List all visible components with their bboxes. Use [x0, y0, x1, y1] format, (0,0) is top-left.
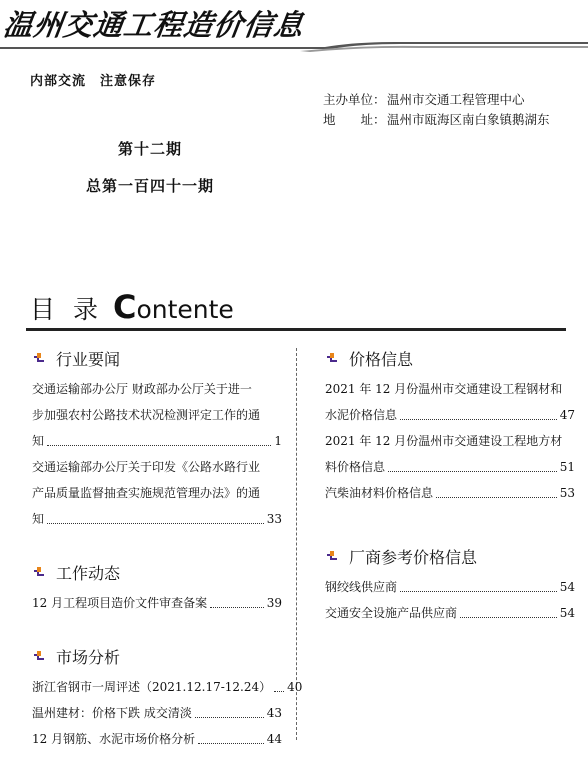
toc-section: [32, 560, 282, 616]
toc-entry-line: 2021 年 12 月份温州市交通建设工程地方材: [325, 434, 563, 448]
toc-entry-text: 12 月工程项目造价文件审查备案: [32, 596, 208, 610]
dot-leader: [388, 471, 557, 472]
section-title: [325, 346, 575, 370]
toc-section: [32, 644, 303, 752]
toc-right-column: [325, 346, 575, 626]
internal-notice: 内部交流 注意保存: [30, 74, 157, 89]
toc-entry-text: 知: [32, 512, 45, 526]
page-number: 40: [287, 680, 303, 694]
toc-entry[interactable]: [325, 600, 575, 626]
toc-title-en-cap: C: [112, 288, 137, 326]
section-title: [32, 644, 282, 668]
address-label: 地 址：: [323, 112, 386, 127]
toc-entry-line: 交通运输部办公厅 财政部办公厅关于进一: [32, 382, 252, 396]
dot-leader: [47, 523, 264, 524]
toc-entry[interactable]: [325, 574, 575, 600]
dot-leader: [400, 419, 557, 420]
section-bullet-icon: [32, 649, 46, 663]
section-bullet-icon: [325, 549, 339, 563]
toc-entry[interactable]: [32, 674, 303, 700]
masthead-title: 温州交通工程造价信息: [1, 8, 307, 42]
toc-entry-line: 产品质量监督抽查实施规范管理办法》的通: [32, 486, 261, 500]
toc-entry-text: 交通安全设施产品供应商: [325, 606, 458, 620]
section-title-text: 市场分析: [56, 647, 121, 667]
page-number: 51: [559, 460, 575, 474]
masthead-swoosh: [0, 42, 588, 52]
section-title-text: 行业要闻: [56, 349, 121, 369]
toc-title-cn: 目 录: [30, 295, 103, 324]
address-value: 温州市瓯海区南白象镇鹅湖东: [387, 112, 550, 127]
dot-leader: [195, 717, 264, 718]
toc-title-en: [112, 288, 234, 326]
section-bullet-icon: [325, 351, 339, 365]
toc-entry[interactable]: [32, 700, 282, 726]
dot-leader: [400, 591, 557, 592]
page-number: 44: [266, 732, 282, 746]
section-bullet-icon: [32, 565, 46, 579]
issue-number: 第十二期: [118, 140, 183, 158]
toc-entry[interactable]: [325, 376, 575, 428]
page-number: 54: [559, 606, 575, 620]
section-title-text: 价格信息: [349, 349, 414, 369]
page-number: 33: [266, 512, 282, 526]
section-title: [32, 560, 282, 584]
toc-entry-text: 料价格信息: [325, 460, 386, 474]
dot-leader: [210, 607, 264, 608]
section-bullet-icon: [32, 351, 46, 365]
section-title: [32, 346, 282, 370]
section-title-text: 工作动态: [56, 563, 121, 583]
dot-leader: [274, 691, 284, 692]
toc-entry-text: 12 月钢筋、水泥市场价格分析: [32, 732, 196, 746]
toc-entry-text: 温州建材：价格下跌 成交清淡: [32, 706, 192, 720]
section-title-text: 厂商参考价格信息: [349, 547, 478, 567]
toc-entry[interactable]: [325, 428, 575, 480]
toc-entry[interactable]: [325, 480, 575, 506]
toc-entry-text: 钢绞线供应商: [325, 580, 398, 594]
dot-leader: [460, 617, 557, 618]
page-number: 47: [559, 408, 575, 422]
toc-entry[interactable]: [32, 590, 282, 616]
toc-section: [325, 544, 575, 626]
page-number: 1: [274, 434, 282, 448]
toc-entry-line: 2021 年 12 月份温州市交通建设工程钢材和: [325, 382, 563, 396]
toc-section: [325, 346, 575, 506]
section-title: [325, 544, 575, 568]
toc-entry[interactable]: [32, 726, 282, 752]
toc-section: [32, 346, 282, 532]
masthead: [0, 0, 588, 62]
issue-total: 总第一百四十一期: [86, 177, 215, 195]
page-number: 54: [559, 580, 575, 594]
toc-entry-text: 水泥价格信息: [325, 408, 398, 422]
page-number: 39: [266, 596, 282, 610]
sponsor-block: [323, 90, 550, 130]
dot-leader: [47, 445, 271, 446]
toc-heading: [30, 288, 234, 326]
toc-entry-line: 步加强农村公路技术状况检测评定工作的通: [32, 408, 261, 422]
toc-entry-line: 交通运输部办公厅关于印发《公路水路行业: [32, 460, 261, 474]
sponsor-label: 主办单位：: [323, 92, 386, 107]
toc-entry-text: 汽柴油材料价格信息: [325, 486, 434, 500]
dot-leader: [436, 497, 557, 498]
toc-entry-text: 知: [32, 434, 45, 448]
page-number: 43: [266, 706, 282, 720]
dot-leader: [198, 743, 264, 744]
sponsor-value: 温州市交通工程管理中心: [387, 92, 525, 107]
toc-entry-text: 浙江省钢市一周评述（2021.12.17-12.24）: [32, 680, 272, 694]
toc-entry[interactable]: [32, 376, 282, 454]
toc-title-en-rest: ontente: [136, 295, 234, 324]
toc-rule: [26, 328, 566, 331]
toc-entry[interactable]: [32, 454, 282, 532]
toc-left-column: [32, 346, 303, 752]
page-number: 53: [559, 486, 575, 500]
